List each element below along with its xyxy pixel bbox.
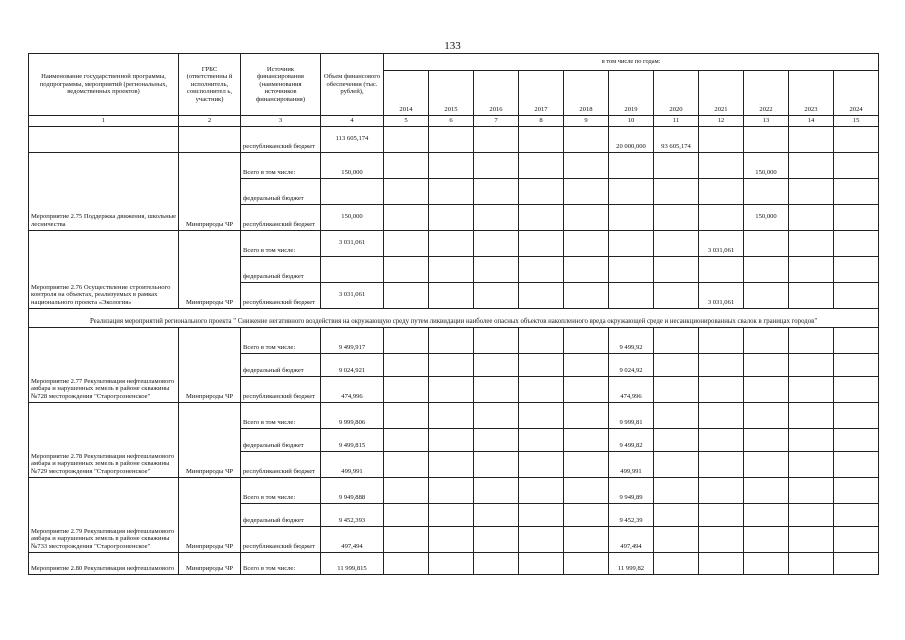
source-cell: Всего в том числе: [241,477,321,503]
grbs-cell: Минприроды ЧР [179,152,241,230]
header-name: Наименование государственной программы, подпрограммы, мероприятий (региональных, ведомственных проектов) [29,54,179,116]
volume-cell: 3 031,061 [321,282,384,308]
measure-name: Мероприятие 2.76 Осуществление строительного контроля на объектах, реализуемых в рамках национального проекта «Экология» [29,230,179,308]
volume-cell: 499,991 [321,451,384,477]
volume-cell: 150,000 [321,204,384,230]
header-source: Источник финансирования (наименования источников финансирования) [241,54,321,116]
value-cell: 11 999,82 [609,552,654,574]
header-grbs: ГРБС (ответственны й исполнитель, соисполнител ь, участник) [179,54,241,116]
volume-cell: 9 024,921 [321,353,384,376]
value-cell: 9 024,92 [609,353,654,376]
source-cell: федеральный бюджет [241,178,321,204]
section-title: Реализация мероприятий регионального проекта " Снижение негативного воздействия на окружающую среду путем ликвидации наиболее опасных объектов накопленного вреда окружающей среде и несанкционированных свалок в границах городов" [29,308,879,327]
value-cell: 499,991 [609,451,654,477]
measure-name: Мероприятие 2.77 Рекультивация нефтешламового амбара и нарушенных земель в районе скважины №728 месторождения "Старогрозненское" [29,327,179,402]
source-cell: федеральный бюджет [241,428,321,451]
table-row [29,477,879,503]
value-cell: 3 031,061 [699,282,744,308]
source-cell: республиканский бюджет [241,451,321,477]
header-year-2016: 2016 [474,71,519,116]
volume-cell: 3 031,061 [321,230,384,256]
header-year-2021: 2021 [699,71,744,116]
col-number: 10 [609,116,654,127]
header-year-2022: 2022 [744,71,789,116]
source-cell: республиканский бюджет [241,126,321,152]
grbs-cell: Минприроды ЧР [179,552,241,574]
value-cell: 9 452,39 [609,503,654,526]
source-cell: республиканский бюджет [241,376,321,402]
measure-name: Мероприятие 2.78 Рекультивация нефтешламового амбара и нарушенных земель в районе скважины №729 месторождения "Старогрозненское" [29,402,179,477]
col-number: 1 [29,116,179,127]
header-year-2023: 2023 [789,71,834,116]
volume-cell: 9 499,815 [321,428,384,451]
col-number: 11 [654,116,699,127]
volume-cell: 9 499,917 [321,327,384,353]
col-number: 14 [789,116,834,127]
source-cell: Всего в том числе: [241,402,321,428]
value-cell: 3 031,061 [699,230,744,256]
page-number: 133 [444,40,461,52]
value-cell: 9 999,81 [609,402,654,428]
source-cell: республиканский бюджет [241,282,321,308]
header-year-2015: 2015 [429,71,474,116]
header-years-title: в том числе по годам: [384,54,879,71]
source-cell: Всего в том числе: [241,230,321,256]
volume-cell: 11 999,815 [321,552,384,574]
col-number: 15 [834,116,879,127]
source-cell: федеральный бюджет [241,503,321,526]
col-number: 3 [241,116,321,127]
col-number: 5 [384,116,429,127]
grbs-cell: Минприроды ЧР [179,402,241,477]
value-cell: 20 000,000 [609,126,654,152]
col-number: 9 [564,116,609,127]
measure-name: Мероприятие 2.79 Рекультивация нефтешламового амбара и нарушенных земель в районе скважины №733 месторождения "Старогрозненское" [29,477,179,552]
header-year-2020: 2020 [654,71,699,116]
col-number: 8 [519,116,564,127]
col-number: 6 [429,116,474,127]
measure-name: Мероприятие 2.80 Рекультивация нефтешламового [29,552,179,574]
value-cell: 9 499,92 [609,327,654,353]
col-number: 4 [321,116,384,127]
col-number: 7 [474,116,519,127]
table-row [29,402,879,428]
table-row [29,552,879,574]
source-cell: республиканский бюджет [241,526,321,552]
source-cell: Всего в том числе: [241,552,321,574]
value-cell: 497,494 [609,526,654,552]
col-number: 2 [179,116,241,127]
header-year-2014: 2014 [384,71,429,116]
source-cell: Всего в том числе: [241,327,321,353]
col-number: 12 [699,116,744,127]
volume-cell: 150,000 [321,152,384,178]
volume-cell: 9 999,806 [321,402,384,428]
header-volume: Объем финансового обеспечения (тыс. рублей), [321,54,384,116]
table-row [29,126,879,152]
source-cell: республиканский бюджет [241,204,321,230]
financing-table [28,53,879,575]
value-cell: 474,996 [609,376,654,402]
volume-cell: 497,494 [321,526,384,552]
header-year-2024: 2024 [834,71,879,116]
value-cell: 93 605,174 [654,126,699,152]
value-cell: 9 499,82 [609,428,654,451]
measure-name: Мероприятие 2.75 Поддержка движения, школьные лесничества [29,152,179,230]
grbs-cell: Минприроды ЧР [179,327,241,402]
volume-cell: 113 605,174 [321,126,384,152]
value-cell: 150,000 [744,204,789,230]
table-row [29,152,879,178]
header-year-2018: 2018 [564,71,609,116]
table-row [29,230,879,256]
source-cell: федеральный бюджет [241,353,321,376]
grbs-cell: Минприроды ЧР [179,477,241,552]
volume-cell: 474,996 [321,376,384,402]
col-number: 13 [744,116,789,127]
source-cell: Всего в том числе: [241,152,321,178]
header-year-2019: 2019 [609,71,654,116]
volume-cell: 9 452,393 [321,503,384,526]
volume-cell: 9 949,888 [321,477,384,503]
value-cell: 150,000 [744,152,789,178]
value-cell: 9 949,89 [609,477,654,503]
table-row [29,327,879,353]
grbs-cell: Минприроды ЧР [179,230,241,308]
source-cell: федеральный бюджет [241,256,321,282]
header-year-2017: 2017 [519,71,564,116]
